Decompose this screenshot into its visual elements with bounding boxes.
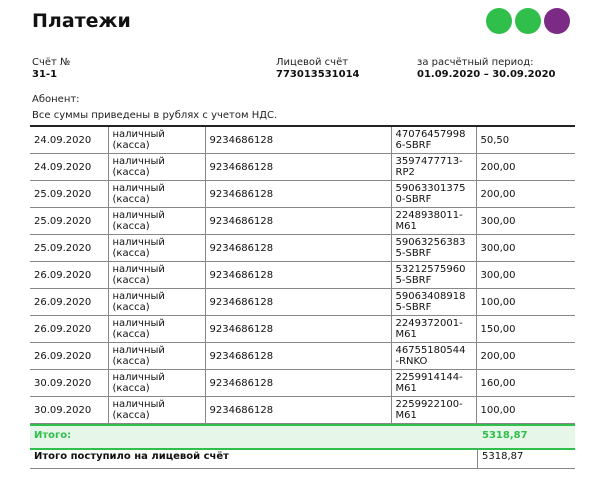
page-title: Платежи	[32, 10, 131, 32]
row-amount: 200,00	[476, 181, 575, 208]
table-row	[30, 235, 575, 262]
row-phone: 9234686128	[205, 181, 391, 208]
row-phone: 9234686128	[205, 397, 391, 424]
row-date: 26.09.2020	[30, 289, 108, 316]
brand-logo	[486, 8, 570, 34]
table-row	[30, 127, 575, 154]
row-phone: 9234686128	[205, 235, 391, 262]
row-date: 25.09.2020	[30, 208, 108, 235]
row-reference: 53212575960 5-SBRF	[391, 262, 476, 289]
subscriber-label: Абонент:	[32, 94, 80, 105]
row-reference: 46755180544 -RNKO	[391, 343, 476, 370]
row-reference: 59063256383 5-SBRF	[391, 235, 476, 262]
logo-dot-1	[486, 8, 512, 34]
row-reference: 2259922100- M61	[391, 397, 476, 424]
row-method: наличный (касса)	[108, 397, 205, 424]
row-phone: 9234686128	[205, 316, 391, 343]
received-row	[30, 448, 575, 469]
table-row	[30, 181, 575, 208]
table-row	[30, 370, 575, 397]
logo-dot-3	[544, 8, 570, 34]
row-phone: 9234686128	[205, 154, 391, 181]
period-value: 01.09.2020 – 30.09.2020	[417, 69, 556, 80]
personal-account-label: Лицевой счёт	[276, 57, 349, 68]
row-phone: 9234686128	[205, 289, 391, 316]
row-amount: 100,00	[476, 289, 575, 316]
row-amount: 50,50	[476, 127, 575, 154]
row-phone: 9234686128	[205, 370, 391, 397]
total-label: Итого:	[34, 430, 72, 441]
row-method: наличный (касса)	[108, 154, 205, 181]
row-reference: 2259914144- M61	[391, 370, 476, 397]
row-amount: 200,00	[476, 154, 575, 181]
received-value: 5318,87	[482, 451, 524, 462]
table-row	[30, 397, 575, 424]
table-row	[30, 208, 575, 235]
row-reference: 2249372001- M61	[391, 316, 476, 343]
row-method: наличный (касса)	[108, 262, 205, 289]
row-date: 26.09.2020	[30, 343, 108, 370]
row-reference: 59063301375 0-SBRF	[391, 181, 476, 208]
logo-dot-2	[515, 8, 541, 34]
row-method: наличный (касса)	[108, 181, 205, 208]
row-amount: 300,00	[476, 235, 575, 262]
row-amount: 100,00	[476, 397, 575, 424]
row-method: наличный (касса)	[108, 316, 205, 343]
row-method: наличный (касса)	[108, 208, 205, 235]
row-method: наличный (касса)	[108, 343, 205, 370]
row-reference: 47076457998 6-SBRF	[391, 127, 476, 154]
personal-account-value: 773013531014	[276, 69, 360, 80]
received-separator	[477, 448, 478, 468]
row-date: 30.09.2020	[30, 370, 108, 397]
row-date: 25.09.2020	[30, 181, 108, 208]
row-date: 26.09.2020	[30, 262, 108, 289]
total-value: 5318,87	[482, 430, 528, 441]
received-label: Итого поступило на лицевой счёт	[34, 451, 229, 462]
table-row	[30, 262, 575, 289]
table-row	[30, 343, 575, 370]
row-phone: 9234686128	[205, 343, 391, 370]
row-reference: 2248938011- M61	[391, 208, 476, 235]
row-amount: 150,00	[476, 316, 575, 343]
row-phone: 9234686128	[205, 208, 391, 235]
row-date: 25.09.2020	[30, 235, 108, 262]
row-date: 26.09.2020	[30, 316, 108, 343]
period-label: за расчётный период:	[417, 57, 534, 68]
row-method: наличный (касса)	[108, 127, 205, 154]
row-amount: 300,00	[476, 262, 575, 289]
row-reference: 3597477713- RP2	[391, 154, 476, 181]
row-amount: 300,00	[476, 208, 575, 235]
account-value: 31-1	[32, 69, 58, 80]
table-row	[30, 154, 575, 181]
row-reference: 59063408918 5-SBRF	[391, 289, 476, 316]
row-date: 24.09.2020	[30, 127, 108, 154]
table-row	[30, 289, 575, 316]
row-phone: 9234686128	[205, 262, 391, 289]
row-date: 30.09.2020	[30, 397, 108, 424]
total-row	[30, 424, 575, 450]
row-date: 24.09.2020	[30, 154, 108, 181]
row-amount: 200,00	[476, 343, 575, 370]
row-method: наличный (касса)	[108, 370, 205, 397]
row-phone: 9234686128	[205, 127, 391, 154]
row-method: наличный (касса)	[108, 235, 205, 262]
vat-note: Все суммы приведены в рублях с учетом НДС.	[32, 110, 278, 121]
row-amount: 160,00	[476, 370, 575, 397]
payments-table	[30, 127, 575, 424]
table-row	[30, 316, 575, 343]
account-label: Счёт №	[32, 57, 71, 68]
row-method: наличный (касса)	[108, 289, 205, 316]
